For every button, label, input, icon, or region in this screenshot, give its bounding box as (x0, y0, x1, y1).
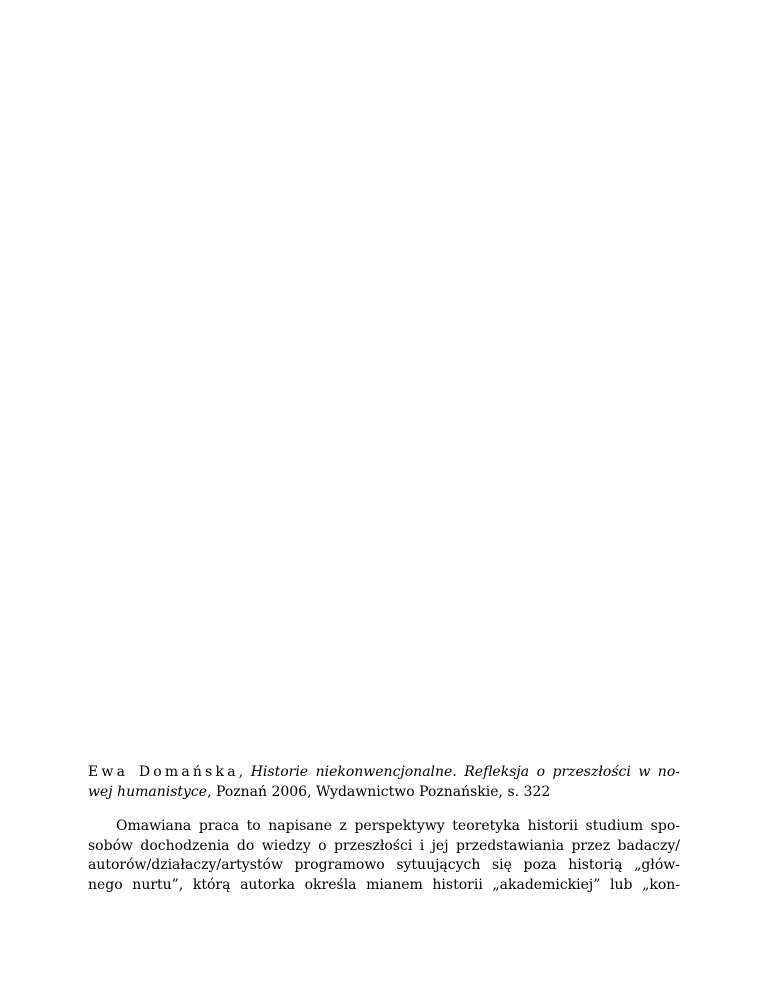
paragraph-line: Omawiana praca to napisane z perspektywy teoretyka historii studium spo- (116, 818, 680, 834)
citation-author: Ewa Domańska (88, 764, 239, 780)
citation-publication: , Poznań 2006, Wydawnictwo Poznańskie, s. 322 (207, 783, 551, 800)
citation-line-2 (88, 783, 680, 803)
spacer (88, 802, 680, 817)
citation-separator: , (238, 764, 251, 780)
review-header-block (88, 763, 680, 895)
paragraph-line: nego nurtu”, którą autorka określa mianem historii „akademickiej” lub „kon- (88, 876, 680, 893)
paragraph-line: autorów/działaczy/artystów programowo sytuujących się poza historią „głów- (88, 857, 680, 873)
citation-line-1 (88, 763, 680, 783)
citation-title-part2: wej humanistyce (88, 783, 208, 800)
citation-title-part1: Historie niekonwencjonalne. Refleksja o przeszłości w no- (250, 764, 680, 780)
paragraph-line: sobów dochodzenia do wiedzy o przeszłości i jej przedstawiania przez badaczy/ (88, 837, 680, 854)
